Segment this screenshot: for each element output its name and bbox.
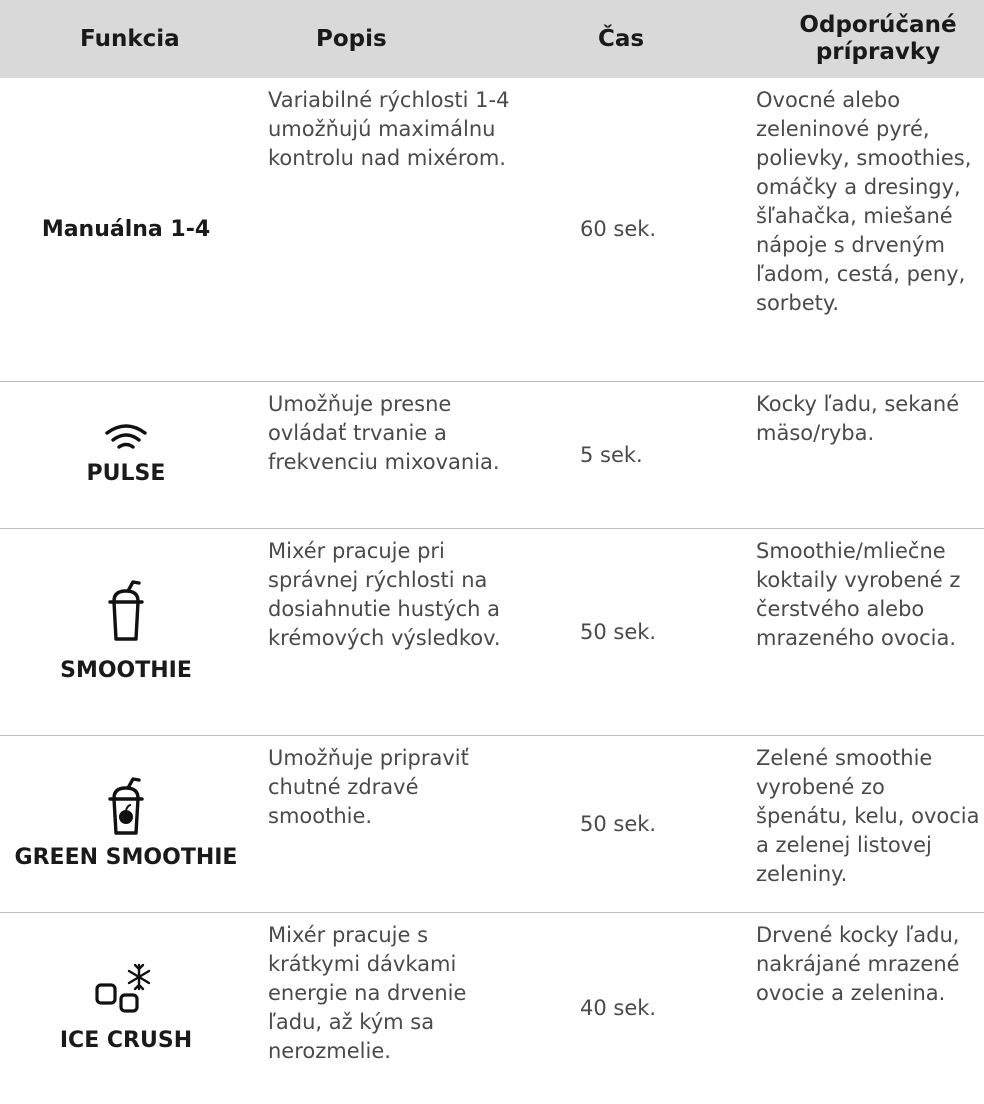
description-cell: Mixér pracuje pri správnej rýchlosti na dosiahnutie hustých a krémových výsledkov. [252,529,526,736]
smoothie-cup-icon [106,579,146,643]
function-cell [0,913,252,1104]
time-cell: 50 sek. [526,529,746,736]
header-recommended-line1: Odporúčané [799,12,956,38]
pulse-waves-icon [103,422,149,452]
function-label: GREEN SMOOTHIE [0,844,252,872]
recommended-cell: Drvené kocky ľadu, nakrájané mrazené ovocie a zelenina. [746,913,984,1104]
function-cell [0,529,252,736]
function-label: ICE CRUSH [0,1027,252,1055]
function-label: Manuálna 1-4 [0,216,252,244]
header-recommended [746,0,984,78]
time-cell: 60 sek. [526,78,746,382]
description-cell: Umožňuje presne ovládať trvanie a frekvenciu mixovania. [252,382,526,529]
recommended-cell: Kocky ľadu, sekané mäso/ryba. [746,382,984,529]
header-description: Popis [252,0,526,78]
time-cell: 5 sek. [526,382,746,529]
description-cell: Mixér pracuje s krátkymi dávkami energie na drvenie ľadu, až kým sa nerozmelie. [252,913,526,1104]
table-row [0,529,984,736]
green-smoothie-cup-icon [106,776,146,836]
table-row [0,736,984,913]
ice-crush-icon [91,963,161,1013]
function-cell [0,78,252,382]
table-row [0,913,984,1104]
table-row [0,78,984,382]
recommended-cell: Ovocné alebo zeleninové pyré, polievky, smoothies, omáčky a dresingy, šľahačka, miešané nápoje s drveným ľadom, cestá, peny, sorbety. [746,78,984,382]
function-cell [0,382,252,529]
time-cell: 40 sek. [526,913,746,1104]
description-cell: Variabilné rýchlosti 1-4 umožňujú maximálnu kontrolu nad mixérom. [252,78,526,382]
header-time: Čas [526,0,746,78]
function-label: SMOOTHIE [0,657,252,685]
recommended-cell: Smoothie/mliečne koktaily vyrobené z čerstvého alebo mrazeného ovocia. [746,529,984,736]
table-header-row [0,0,984,78]
description-cell: Umožňuje pripraviť chutné zdravé smoothie. [252,736,526,913]
time-cell: 50 sek. [526,736,746,913]
header-recommended-line2: prípravky [816,39,940,65]
function-cell [0,736,252,913]
recommended-cell: Zelené smoothie vyrobené zo špenátu, kelu, ovocia a zelenej listovej zeleniny. [746,736,984,913]
header-function: Funkcia [0,0,252,78]
function-label: PULSE [0,460,252,488]
table-row [0,382,984,529]
